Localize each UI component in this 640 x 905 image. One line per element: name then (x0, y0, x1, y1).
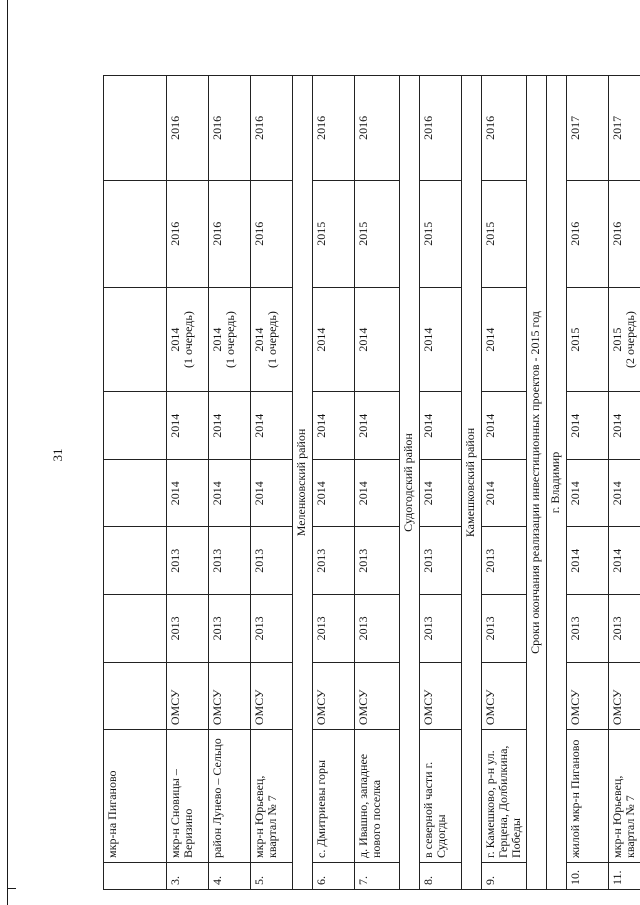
year-cell: 2014 (355, 392, 400, 460)
year-cell: 2013 (313, 527, 355, 595)
organization-cell: ОМСУ (609, 662, 640, 730)
year-cell: 2017 (567, 76, 609, 181)
empty-cell (104, 459, 167, 527)
year-cell: 2013 (209, 595, 251, 663)
year-cell: 2014 (420, 392, 462, 460)
year-cell: 2015 (482, 180, 527, 287)
stage-label: (2 очередь) (623, 311, 637, 368)
stage-year-cell (420, 287, 462, 392)
year-cell: 2016 (313, 76, 355, 181)
row-number-cell: 3. (167, 862, 209, 889)
year-cell: 2013 (167, 595, 209, 663)
year-cell: 2016 (167, 76, 209, 181)
row-number-cell: 9. (482, 862, 527, 889)
stage-year: 2014 (252, 327, 266, 352)
section-kameshkovo (462, 76, 482, 890)
location-cell: мкр-на Пиганово (104, 730, 167, 863)
stage-year: 2014 (421, 327, 435, 352)
row-number-cell: 4. (209, 862, 251, 889)
stage-year: 2015 (610, 327, 624, 352)
location-cell: с. Дмитриевы горы (313, 730, 355, 863)
empty-cell (104, 287, 167, 392)
location-cell: д. Ивашно, западнее нового поселка (355, 730, 400, 863)
organization-cell: ОМСУ (167, 662, 209, 730)
year-cell: 2014 (251, 392, 293, 460)
year-cell: 2016 (251, 180, 293, 287)
stage-year: 2014 (210, 327, 224, 352)
row-number-cell: 7. (355, 862, 400, 889)
year-cell: 2014 (167, 392, 209, 460)
row-number-cell: 10. (567, 862, 609, 889)
stage-year: 2014 (168, 327, 182, 352)
year-cell: 2016 (209, 180, 251, 287)
year-cell: 2014 (567, 459, 609, 527)
row-number-cell: 8. (420, 862, 462, 889)
table-row (482, 76, 527, 890)
investment-projects-table (103, 75, 640, 890)
empty-cell (104, 662, 167, 730)
empty-cell (104, 76, 167, 181)
table-row (251, 76, 293, 890)
location-cell: мкр-н Юрьевец, квартал № 7 (609, 730, 640, 863)
table-row-top (104, 76, 167, 890)
organization-cell: ОМСУ (251, 662, 293, 730)
stage-year-cell (609, 287, 640, 392)
section-sudogda (400, 76, 420, 890)
table-row (420, 76, 462, 890)
year-cell: 2016 (420, 76, 462, 181)
stage-year: 2015 (568, 327, 582, 352)
section-melenki (293, 76, 313, 890)
stage-label: (1 очередь) (265, 311, 279, 368)
rotated-table-container (103, 75, 637, 890)
stage-year-cell (313, 287, 355, 392)
year-cell: 2016 (482, 76, 527, 181)
year-cell: 2014 (482, 392, 527, 460)
table-row (313, 76, 355, 890)
location-cell: жилой мкр-н Пиганово (567, 730, 609, 863)
location-cell: г. Камешково, р-н ул. Герцена, Долбилкина, Победы (482, 730, 527, 863)
year-cell: 2013 (567, 595, 609, 663)
year-cell: 2013 (482, 595, 527, 663)
organization-cell: ОМСУ (482, 662, 527, 730)
year-cell: 2016 (355, 76, 400, 181)
row-number-cell: 5. (251, 862, 293, 889)
stage-year: 2014 (314, 327, 328, 352)
year-cell: 2015 (420, 180, 462, 287)
year-cell: 2014 (609, 392, 640, 460)
year-cell: 2013 (609, 595, 640, 663)
organization-cell: ОМСУ (313, 662, 355, 730)
year-cell: 2013 (355, 595, 400, 663)
year-cell: 2017 (609, 76, 640, 181)
table-row (567, 76, 609, 890)
location-cell: мкр-н Сновицы – Веризино (167, 730, 209, 863)
year-cell: 2015 (313, 180, 355, 287)
year-cell: 2014 (209, 392, 251, 460)
stage-year-cell (567, 287, 609, 392)
section-melenki-title: Меленковский район (293, 76, 313, 890)
empty-cell (104, 595, 167, 663)
year-cell: 2016 (567, 180, 609, 287)
section-kameshkovo-title: Камешковский район (462, 76, 482, 890)
stage-year: 2014 (483, 327, 497, 352)
table-body (104, 76, 640, 890)
stage-label: (1 очередь) (181, 311, 195, 368)
organization-cell: ОМСУ (355, 662, 400, 730)
stage-year: 2014 (356, 327, 370, 352)
year-cell: 2014 (567, 527, 609, 595)
organization-cell: ОМСУ (567, 662, 609, 730)
table-row (609, 76, 640, 890)
stage-year-cell (167, 287, 209, 392)
year-cell: 2013 (313, 595, 355, 663)
year-cell: 2014 (420, 459, 462, 527)
year-cell: 2013 (167, 527, 209, 595)
table-row (209, 76, 251, 890)
year-cell: 2013 (420, 595, 462, 663)
table-row (167, 76, 209, 890)
stage-year-cell (355, 287, 400, 392)
year-cell: 2013 (482, 527, 527, 595)
empty-cell (104, 392, 167, 460)
organization-cell: ОМСУ (420, 662, 462, 730)
year-cell: 2014 (482, 459, 527, 527)
year-cell: 2013 (209, 527, 251, 595)
row-number-cell (104, 862, 167, 889)
year-cell: 2013 (251, 527, 293, 595)
organization-cell: ОМСУ (209, 662, 251, 730)
year-cell: 2014 (167, 459, 209, 527)
year-cell: 2013 (420, 527, 462, 595)
section-sudogda-title: Судогодский район (400, 76, 420, 890)
year-cell: 2014 (251, 459, 293, 527)
empty-cell (104, 180, 167, 287)
year-cell: 2014 (313, 459, 355, 527)
location-cell: мкр-н Юрьевец, квартал № 7 (251, 730, 293, 863)
table-row (355, 76, 400, 890)
year-cell: 2013 (355, 527, 400, 595)
stage-year-cell (209, 287, 251, 392)
stage-label: (1 очередь) (223, 311, 237, 368)
left-margin-line (7, 0, 8, 905)
page-number: 31 (50, 448, 65, 462)
row-number-cell: 6. (313, 862, 355, 889)
section-vladimir (547, 76, 567, 890)
year-cell: 2016 (609, 180, 640, 287)
stage-year-cell (482, 287, 527, 392)
section-deadline-title: Сроки окончания реализации инвестиционных проектов - 2015 год (527, 76, 547, 890)
empty-cell (104, 527, 167, 595)
year-cell: 2014 (209, 459, 251, 527)
year-cell: 2016 (251, 76, 293, 181)
year-cell: 2014 (609, 527, 640, 595)
year-cell: 2014 (313, 392, 355, 460)
left-margin-tick (7, 888, 16, 889)
year-cell: 2014 (355, 459, 400, 527)
year-cell: 2016 (167, 180, 209, 287)
year-cell: 2014 (567, 392, 609, 460)
location-cell: район Лунево – Сельцо (209, 730, 251, 863)
year-cell: 2015 (355, 180, 400, 287)
year-cell: 2013 (251, 595, 293, 663)
year-cell: 2016 (209, 76, 251, 181)
row-number-cell: 11. (609, 862, 640, 889)
section-vladimir-title: г. Владимир (547, 76, 567, 890)
location-cell: в северной части г. Судогды (420, 730, 462, 863)
section-deadline (527, 76, 547, 890)
year-cell: 2014 (609, 459, 640, 527)
stage-year-cell (251, 287, 293, 392)
